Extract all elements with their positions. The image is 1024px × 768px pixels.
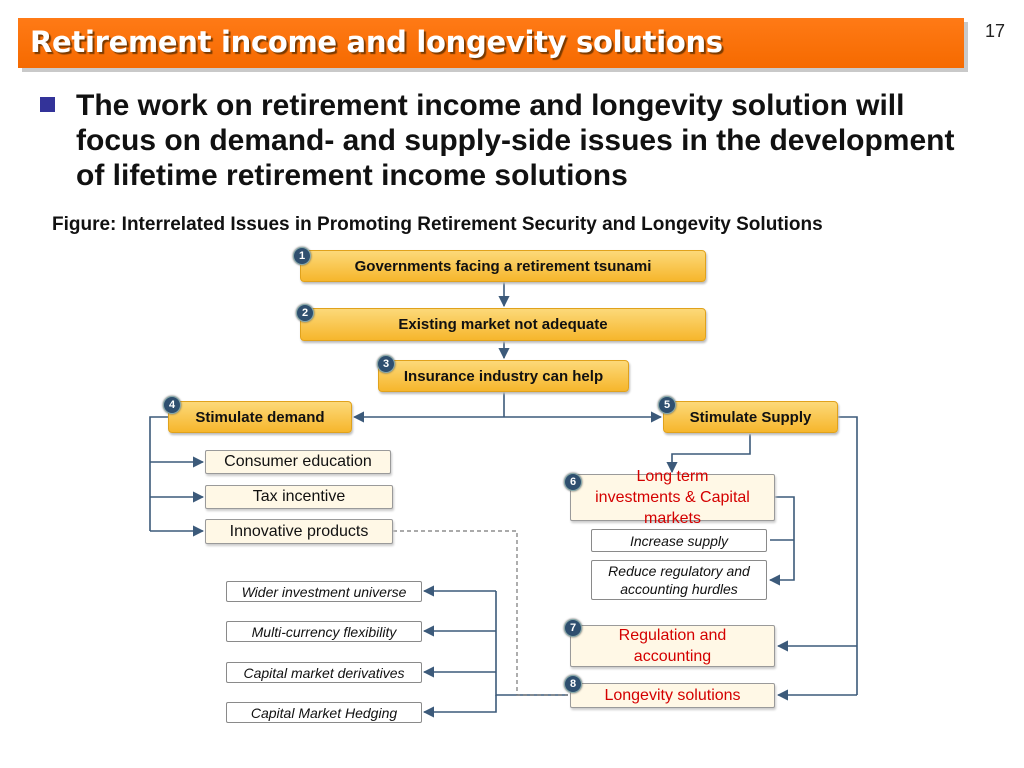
bullet-text: The work on retirement income and longevity solution will focus on demand- and supply-side issues in the development of lifetime retirement income solutions	[76, 89, 955, 192]
step-3-label: Insurance industry can help	[403, 367, 604, 385]
step-6-badge: 6	[564, 473, 582, 491]
multi-currency-box	[226, 621, 422, 642]
connector-supply-right-trunk	[838, 417, 857, 695]
step-4-badge: 4	[163, 396, 181, 414]
step-7-box	[570, 625, 775, 667]
connector-demand-trunk	[150, 417, 168, 531]
multi-currency-label: Multi-currency flexibility	[251, 623, 397, 640]
step-3-box	[378, 360, 629, 392]
page-number: 17	[985, 21, 1006, 41]
figure-caption: Figure: Interrelated Issues in Promoting Retirement Security and Longevity Solutions	[52, 214, 823, 235]
consumer-education-label: Consumer education	[224, 453, 372, 470]
reduce-hurdles-box	[591, 560, 767, 600]
step-1-badge: 1	[293, 247, 311, 265]
consumer-education-box	[205, 450, 391, 474]
increase-supply-label: Increase supply	[629, 532, 729, 549]
step-6-box	[570, 468, 775, 527]
innovative-products-label: Innovative products	[229, 522, 369, 540]
connector-hedging	[424, 695, 496, 712]
step-8-label: Longevity solutions	[604, 687, 741, 704]
step-4-label: Stimulate demand	[195, 408, 325, 426]
hedging-box	[226, 702, 422, 723]
step-7-badge: 7	[564, 619, 582, 637]
step-6-label: Long term investments & Capital markets	[595, 468, 750, 527]
step-8-badge: 8	[564, 675, 582, 693]
reduce-hurdles-label: Reduce regulatory and accounting hurdles	[608, 563, 750, 597]
hedging-label: Capital Market Hedging	[250, 704, 398, 721]
step-5-label: Stimulate Supply	[689, 408, 812, 426]
step-7-label: Regulation and accounting	[618, 627, 727, 665]
step-4-box	[168, 401, 352, 433]
wider-universe-label: Wider investment universe	[241, 583, 407, 600]
tax-incentive-box	[205, 485, 393, 509]
increase-supply-box	[591, 529, 767, 552]
derivatives-label: Capital market derivatives	[243, 664, 405, 681]
slide-title: Retirement income and longevity solutions	[30, 25, 723, 59]
innovative-products-box	[205, 519, 393, 544]
step-1-box	[300, 250, 706, 282]
tax-incentive-label: Tax incentive	[252, 488, 346, 505]
step-8-box	[570, 683, 775, 708]
derivatives-box	[226, 662, 422, 683]
step-2-box	[300, 308, 706, 341]
step-3-badge: 3	[377, 355, 395, 373]
step-2-badge: 2	[296, 304, 314, 322]
connector-investment-trunk	[496, 591, 568, 695]
step-5-box	[663, 401, 838, 433]
step-1-label: Governments facing a retirement tsunami	[354, 257, 652, 275]
step-5-badge: 5	[658, 396, 676, 414]
step-2-label: Existing market not adequate	[398, 316, 608, 333]
wider-universe-box	[226, 581, 422, 602]
